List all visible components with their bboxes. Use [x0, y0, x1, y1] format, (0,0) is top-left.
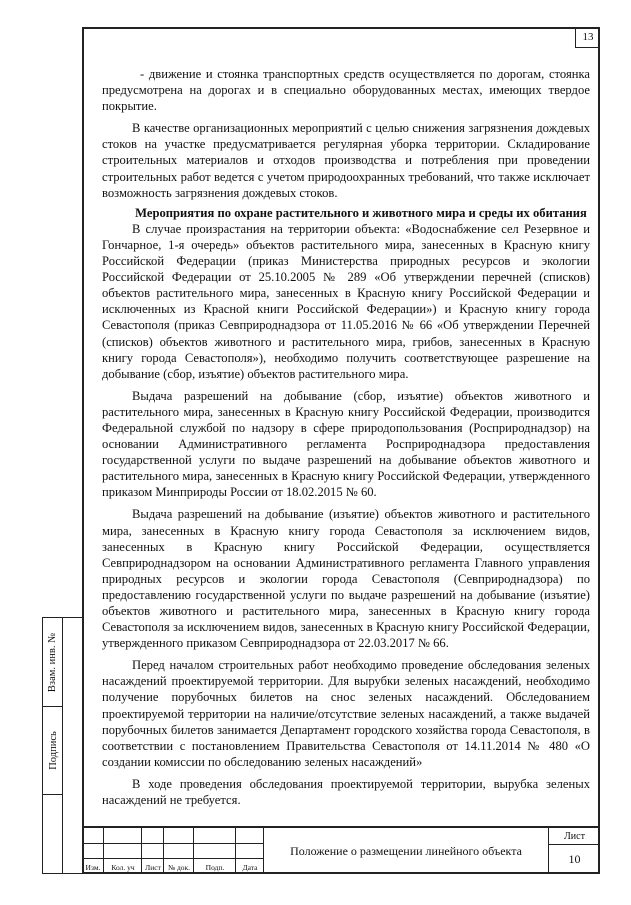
tb-col-izm [82, 828, 104, 874]
sheet-number: 10 [568, 852, 581, 866]
section-heading: Мероприятия по охране растительного и животного мира и среды их обитания [135, 205, 587, 220]
tb-label-list: Лист [145, 863, 161, 872]
page-number-top: 13 [575, 27, 600, 48]
side-cell-inv [43, 618, 63, 707]
side-cell-sign [43, 707, 63, 795]
tb-label-date: Дата [242, 863, 258, 872]
tb-label-kol: Кол. уч [111, 863, 135, 872]
tb-label-doc: № док. [167, 863, 191, 872]
tb-col-list [142, 828, 164, 874]
inv-label: Взам. инв. № [47, 632, 59, 692]
side-stamp-label-column [43, 618, 63, 873]
title-block [82, 826, 600, 874]
tb-col-doc [164, 828, 194, 874]
tb-label-izm: Изм. [85, 863, 101, 872]
tb-col-sign [194, 828, 236, 874]
tb-col-date [236, 828, 264, 874]
paragraph-no-felling: В ходе проведения обследования проектируемой территории, вырубка зеленых насаждений не требуется. [102, 776, 590, 808]
tb-label-sign: Подп. [205, 863, 225, 872]
paragraph-green-survey: Перед началом строительных работ необходимо проведение обследования зеленых насаждений проектируемой территории. Для вырубки зеленых насаждений, необходимо получение порубочных билетов на снос зеленых насаждений. Обследованием проектируемой территории на наличие/отсутствие зеленых насаждений, а также выдачей порубочных билетов занимается Департамент городского хозяйства города Севастополя, в соответствии с постановлением Правительства Севастополя от 14.11.2014 № 480 «О создании комиссии по обследованию зеленых насаждений» [102, 658, 590, 769]
document-title: Положение о размещении линейного объекта [264, 828, 549, 874]
paragraph-traffic: - движение и стоянка транспортных средств осуществляется по дорогам, стоянка предусмотрена на дорогах и в специально оборудованных местах, имеющих твердое покрытие. [102, 67, 590, 114]
paragraph-city-permits: Выдача разрешений на добывание (изъятие) объектов животного и растительного мира, занесенных в Красную книгу города Севастополя за исключением видов, занесенных в Красную книгу Российской Федерации, осуществляется Севприроднадзором на основании Административного регламента Главного управления природных ресурсов и экологии города Севастополя (Севприроднадзора) по предоставлению государственной услуги по выдаче разрешений на добывание (изъятие) объектов животного и растительного мира, занесенных в Красную книгу города Севастополя за исключением видов, занесенных в Красную книгу Российской Федерации, утвержденного приказом Севприроднадзора от 22.03.2017 № 66. [102, 507, 590, 651]
side-stamp [42, 617, 82, 874]
paragraph-storm-water: В качестве организационных мероприятий с целью снижения загрязнения дождевых стоков на участке предусматривается регулярная уборка территории. Складирование строительных материалов и отходов производства и потребления при проведении строительных работ ведется с учетом природоохранных требований, что также исключает возможность загрязнения дождевых стоков. [102, 121, 590, 200]
paragraph-federal-permits: Выдача разрешений на добывание (сбор, изъятие) объектов животного и растительного мира, занесенных в Красную книгу Российской Федерации, производится Федеральной службой по надзору в сфере природопользования (Росприроднадзор) на основании Административного регламента Росприроднадзора предоставления государственной услуги по выдаче разрешений на добывание объектов животного и растительного мира, занесенных в Красную книгу Российской Федерации, утвержденного приказом Минприроды России от 18.02.2015 № 60. [102, 388, 590, 500]
sign-label: Подпись [47, 731, 59, 770]
document-body [102, 66, 590, 808]
sheet-label: Лист [549, 828, 600, 845]
tb-col-kol [104, 828, 142, 874]
paragraph-red-book: В случае произрастания на территории объекта: «Водоснабжение сел Резервное и Гончарное, 1-я очередь» объектов растительного мира, занесенных в Красную книгу Российской Федерации (приказ Министерства природных ресурсов и экологии Российской Федерации от 25.10.2005 № 289 «Об утверждении перечней (списков) объектов растительного мира, занесенных в Красную книгу Российской Федерации и исключенных из Красной книги Российской Федерации») и Красную книгу города Севастополя (приказ Севприроднадзора от 11.05.2016 № 66 «Об утверждении Перечней (списков) объектов животного и растительного мира, грибов, занесенных в Красную книгу города Севастополя»), необходимо получить соответствующее разрешение на добывание (сбор, изъятие) объектов растительного мира. [102, 221, 590, 381]
